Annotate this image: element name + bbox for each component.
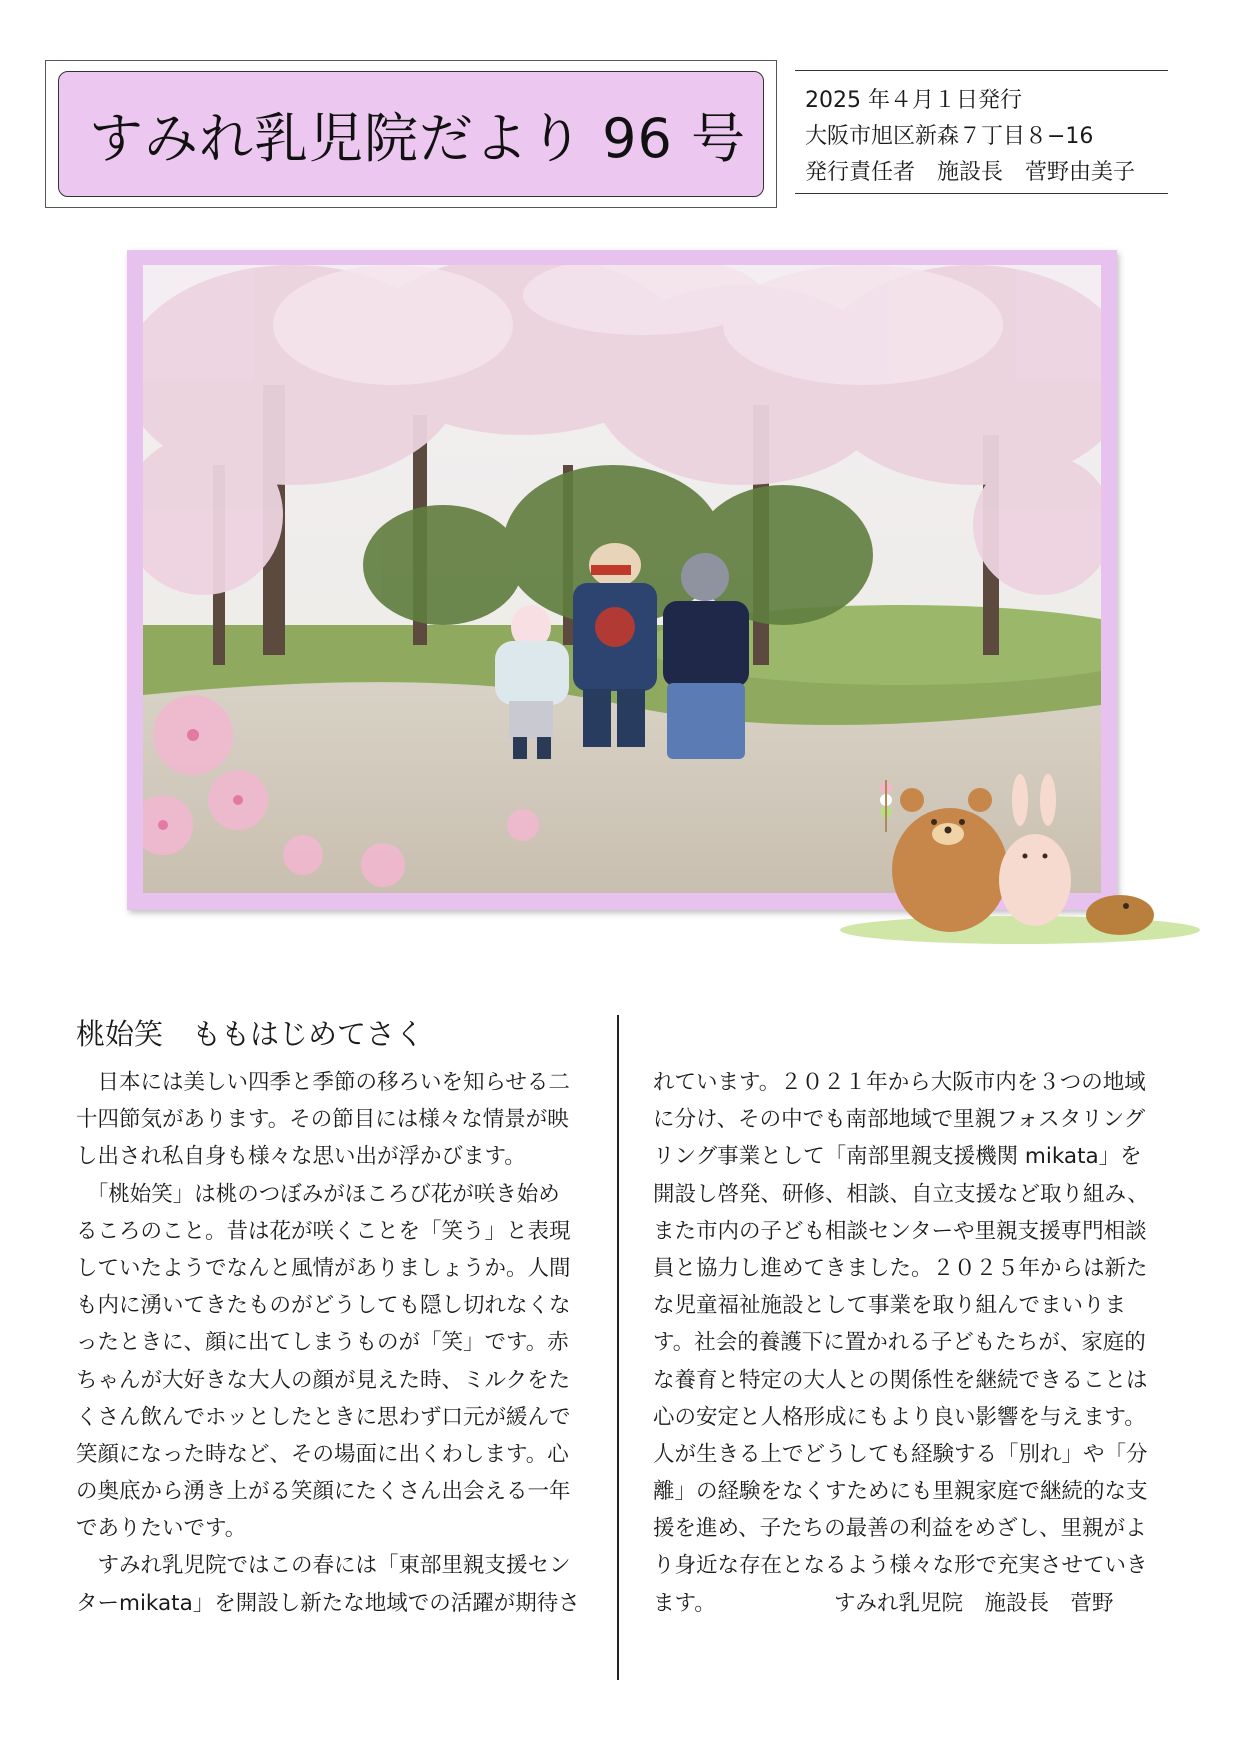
- paragraph-line: るころのこと。昔は花が咲くことを「笑う」と表現: [76, 1218, 571, 1244]
- newsletter-title: すみれ乳児院だより 96 号: [89, 106, 747, 170]
- paragraph-line: す。社会的養護下に置かれる子どもたちが、家庭的: [653, 1330, 1146, 1356]
- paragraph-line: くさん飲んでホッとしたときに思わず口元が緩んで: [76, 1404, 571, 1430]
- column-divider: [617, 1015, 619, 1680]
- paragraph-line: 日本には美しい四季と季節の移ろいを知らせる二: [76, 1070, 570, 1095]
- publisher: 発行責任者 施設長 菅野由美子: [805, 160, 1136, 185]
- paragraph-line: し出され私自身も様々な思い出が浮かびます。: [76, 1144, 526, 1170]
- paragraph-line: 十四節気があります。その節目には様々な情景が映: [76, 1107, 569, 1133]
- article-heading: 桃始笑 ももはじめてさく: [76, 1017, 425, 1051]
- paragraph-line: でありたいです。: [76, 1516, 247, 1542]
- article-left-column: [76, 1064, 601, 1622]
- paragraph-line: また市内の子ども相談センターや里親支援専門相談: [653, 1218, 1147, 1244]
- paragraph-line: ます。 すみれ乳児院 施設長 菅野: [653, 1590, 1114, 1616]
- paragraph-line: 開設し啓発、研修、相談、自立支援など取り組み、: [653, 1181, 1149, 1207]
- paragraph-line: も内に湧いてきたものがどうしても隠し切れなくな: [76, 1293, 571, 1319]
- paragraph-line: 笑顔になった時など、その場面に出くわします。心: [76, 1441, 569, 1467]
- paragraph-line: な養育と特定の大人との関係性を継続できることは: [653, 1367, 1148, 1393]
- paragraph-line: 人が生きる上でどうしても経験する「別れ」や「分: [653, 1441, 1148, 1467]
- paragraph-line: すみれ乳児院ではこの春には「東部里親支援セン: [76, 1553, 571, 1579]
- animal-mascots-illustration: [830, 760, 1210, 950]
- paragraph-line: ちゃんが大好きな大人の顔が見えた時、ミルクをた: [76, 1367, 571, 1393]
- paragraph-line: 「桃始笑」は桃のつぼみがほころび花が咲き始め: [76, 1181, 560, 1207]
- paragraph-line: リング事業として「南部里親支援機関 mikata」を: [653, 1144, 1142, 1170]
- paragraph-line: な児童福祉施設として事業を取り組んでまいりま: [653, 1293, 1127, 1319]
- paragraph-line: れています。２０２１年から大阪市内を３つの地域: [653, 1070, 1146, 1095]
- article-right-column: [653, 1064, 1163, 1622]
- paragraph-line: 心の安定と人格形成にもより良い影響を与えます。: [653, 1404, 1146, 1430]
- issue-date: 2025 年４月１日発行: [805, 88, 1022, 113]
- issue-info: [795, 70, 1168, 194]
- paragraph-line: ターmikata」を開設し新たな地域での活躍が期待さ: [76, 1590, 580, 1616]
- paragraph-line: 員と協力し進めてきました。２０２５年からは新た: [653, 1255, 1148, 1281]
- paragraph-line: ったときに、顔に出てしまうものが「笑」です。赤: [76, 1330, 569, 1356]
- paragraph-line: に分け、その中でも南部地域で里親フォスタリング: [653, 1107, 1146, 1133]
- title-banner: [58, 71, 764, 197]
- paragraph-line: していたようでなんと風情がありましょうか。人間: [76, 1255, 571, 1281]
- paragraph-line: り身近な存在となるよう様々な形で充実させていき: [653, 1553, 1148, 1579]
- paragraph-line: 援を進め、子たちの最善の利益をめざし、里親がよ: [653, 1516, 1147, 1542]
- address: 大阪市旭区新森７丁目８−16: [805, 124, 1094, 149]
- paragraph-line: の奥底から湧き上がる笑顔にたくさん出会える一年: [76, 1479, 571, 1505]
- title-box: [45, 60, 777, 208]
- paragraph-line: 離」の経験をなくすためにも里親家庭で継続的な支: [653, 1479, 1148, 1505]
